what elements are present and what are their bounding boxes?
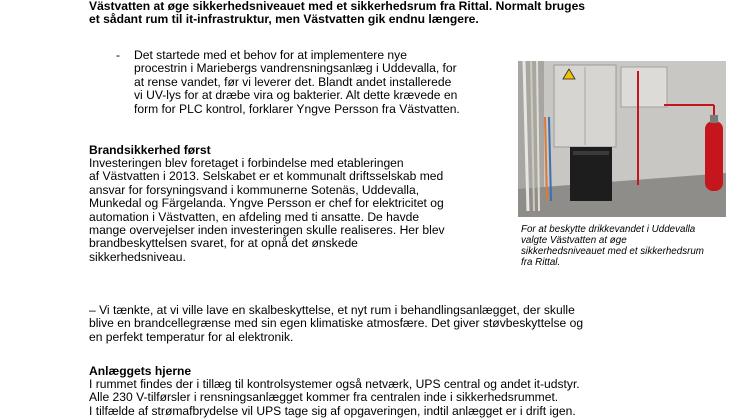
brandsikkerhed-paragraph	[89, 157, 445, 264]
wall-panel	[621, 67, 667, 107]
paragraph-line: I rummet findes der i tillæg til kontrolsystemer også netværk, UPS central og andet it-udstyr.	[89, 377, 580, 391]
ups-panel	[573, 151, 609, 155]
bullet-line: vi UV-lys for at dræbe vira og bakterier. Alt dette krævede en	[134, 88, 458, 103]
server-room-illustration	[518, 61, 726, 217]
ups-unit	[570, 147, 612, 201]
paragraph-line: af Västvatten i 2013. Selskabet er et kommunalt driftsselskab med	[89, 169, 444, 184]
paragraph-line: I tilfælde af strømafbrydelse vil UPS tage sig af opgaveringen, indtil anlægget er i drift igen.	[89, 403, 576, 418]
intro-paragraph	[89, 0, 585, 27]
quote-paragraph	[89, 304, 583, 344]
bullet-line: form for PLC kontrol, forklarer Yngve Persson fra Västvatten.	[134, 101, 460, 116]
paragraph-line: en perfekt temperatur for al elektronik.	[89, 329, 294, 344]
intro-line: et sådant rum til it-infrastruktur, men Västvatten gik endnu længere.	[89, 12, 479, 27]
paragraph-line: sikkerhedsniveau.	[89, 249, 186, 264]
paragraph-line: Munkedal og Färgelanda. Yngve Persson er chef for elektricitet og	[89, 196, 444, 211]
paragraph-line: mange overvejelser inden investeringen skulle realiseres. Her blev	[89, 223, 445, 238]
paragraph-line: automation i Västvatten, en afdeling med ti ansatte. De havde	[89, 209, 420, 224]
paragraph-line: ansvar for forsyningsvand i kommunerne Sotenäs, Uddevalla,	[89, 182, 420, 197]
paragraph-line: brandbeskyttelsen svaret, for at opnå det ønskede	[89, 236, 358, 251]
extinguisher-cylinder	[705, 121, 723, 191]
intro-line: Västvatten at øge sikkerhedsniveauet med et sikkerhedsrum fra Rittal. Normalt bruges	[89, 0, 586, 13]
section-heading-anlaeggets-hjerne: Anlæggets hjerne	[89, 364, 192, 378]
paragraph-line: Alle 230 V-tilførsler i rensningsanlægget kommer fra centralen inde i sikkerhedsrummet.	[89, 390, 559, 405]
bullet-paragraph	[134, 49, 460, 116]
caption-line: For at beskytte drikkevandet i Uddevalla	[521, 224, 696, 235]
extinguisher-valve	[710, 115, 718, 123]
bullet-line: at rense vandet, før vi leverer det. Blandt andet installerede	[134, 74, 452, 89]
paragraph-line: Investeringen blev foretaget i forbindelse med etableringen	[89, 156, 404, 170]
bullet-line: Det startede med et behov for at implementere nye	[134, 48, 407, 62]
bullet-marker: -	[116, 48, 121, 62]
caption-line: fra Rittal.	[521, 257, 561, 268]
paragraph-line: blive en brandcellegrænse med sin egen klimatiske atmosfære. Det giver støvbeskyttelse og	[89, 316, 584, 331]
paragraph-line: – Vi tænkte, at vi ville lave en skalbeskyttelse, et nyt rum i behandlingsanlægget, der skulle	[89, 303, 575, 317]
anlaeggets-hjerne-paragraph	[89, 378, 580, 418]
caption-line: sikkerhedsniveauet med et sikkerhedsrum	[521, 246, 704, 257]
caption-line: valgte Västvatten at øge	[521, 235, 627, 246]
bullet-line: procestrin i Mariebergs vandrensningsanlæg i Uddevalla, for	[134, 61, 457, 76]
section-heading-brandsikkerhed: Brandsikkerhed først	[89, 143, 211, 157]
photo-caption	[521, 224, 704, 268]
server-room-photo	[518, 61, 726, 217]
